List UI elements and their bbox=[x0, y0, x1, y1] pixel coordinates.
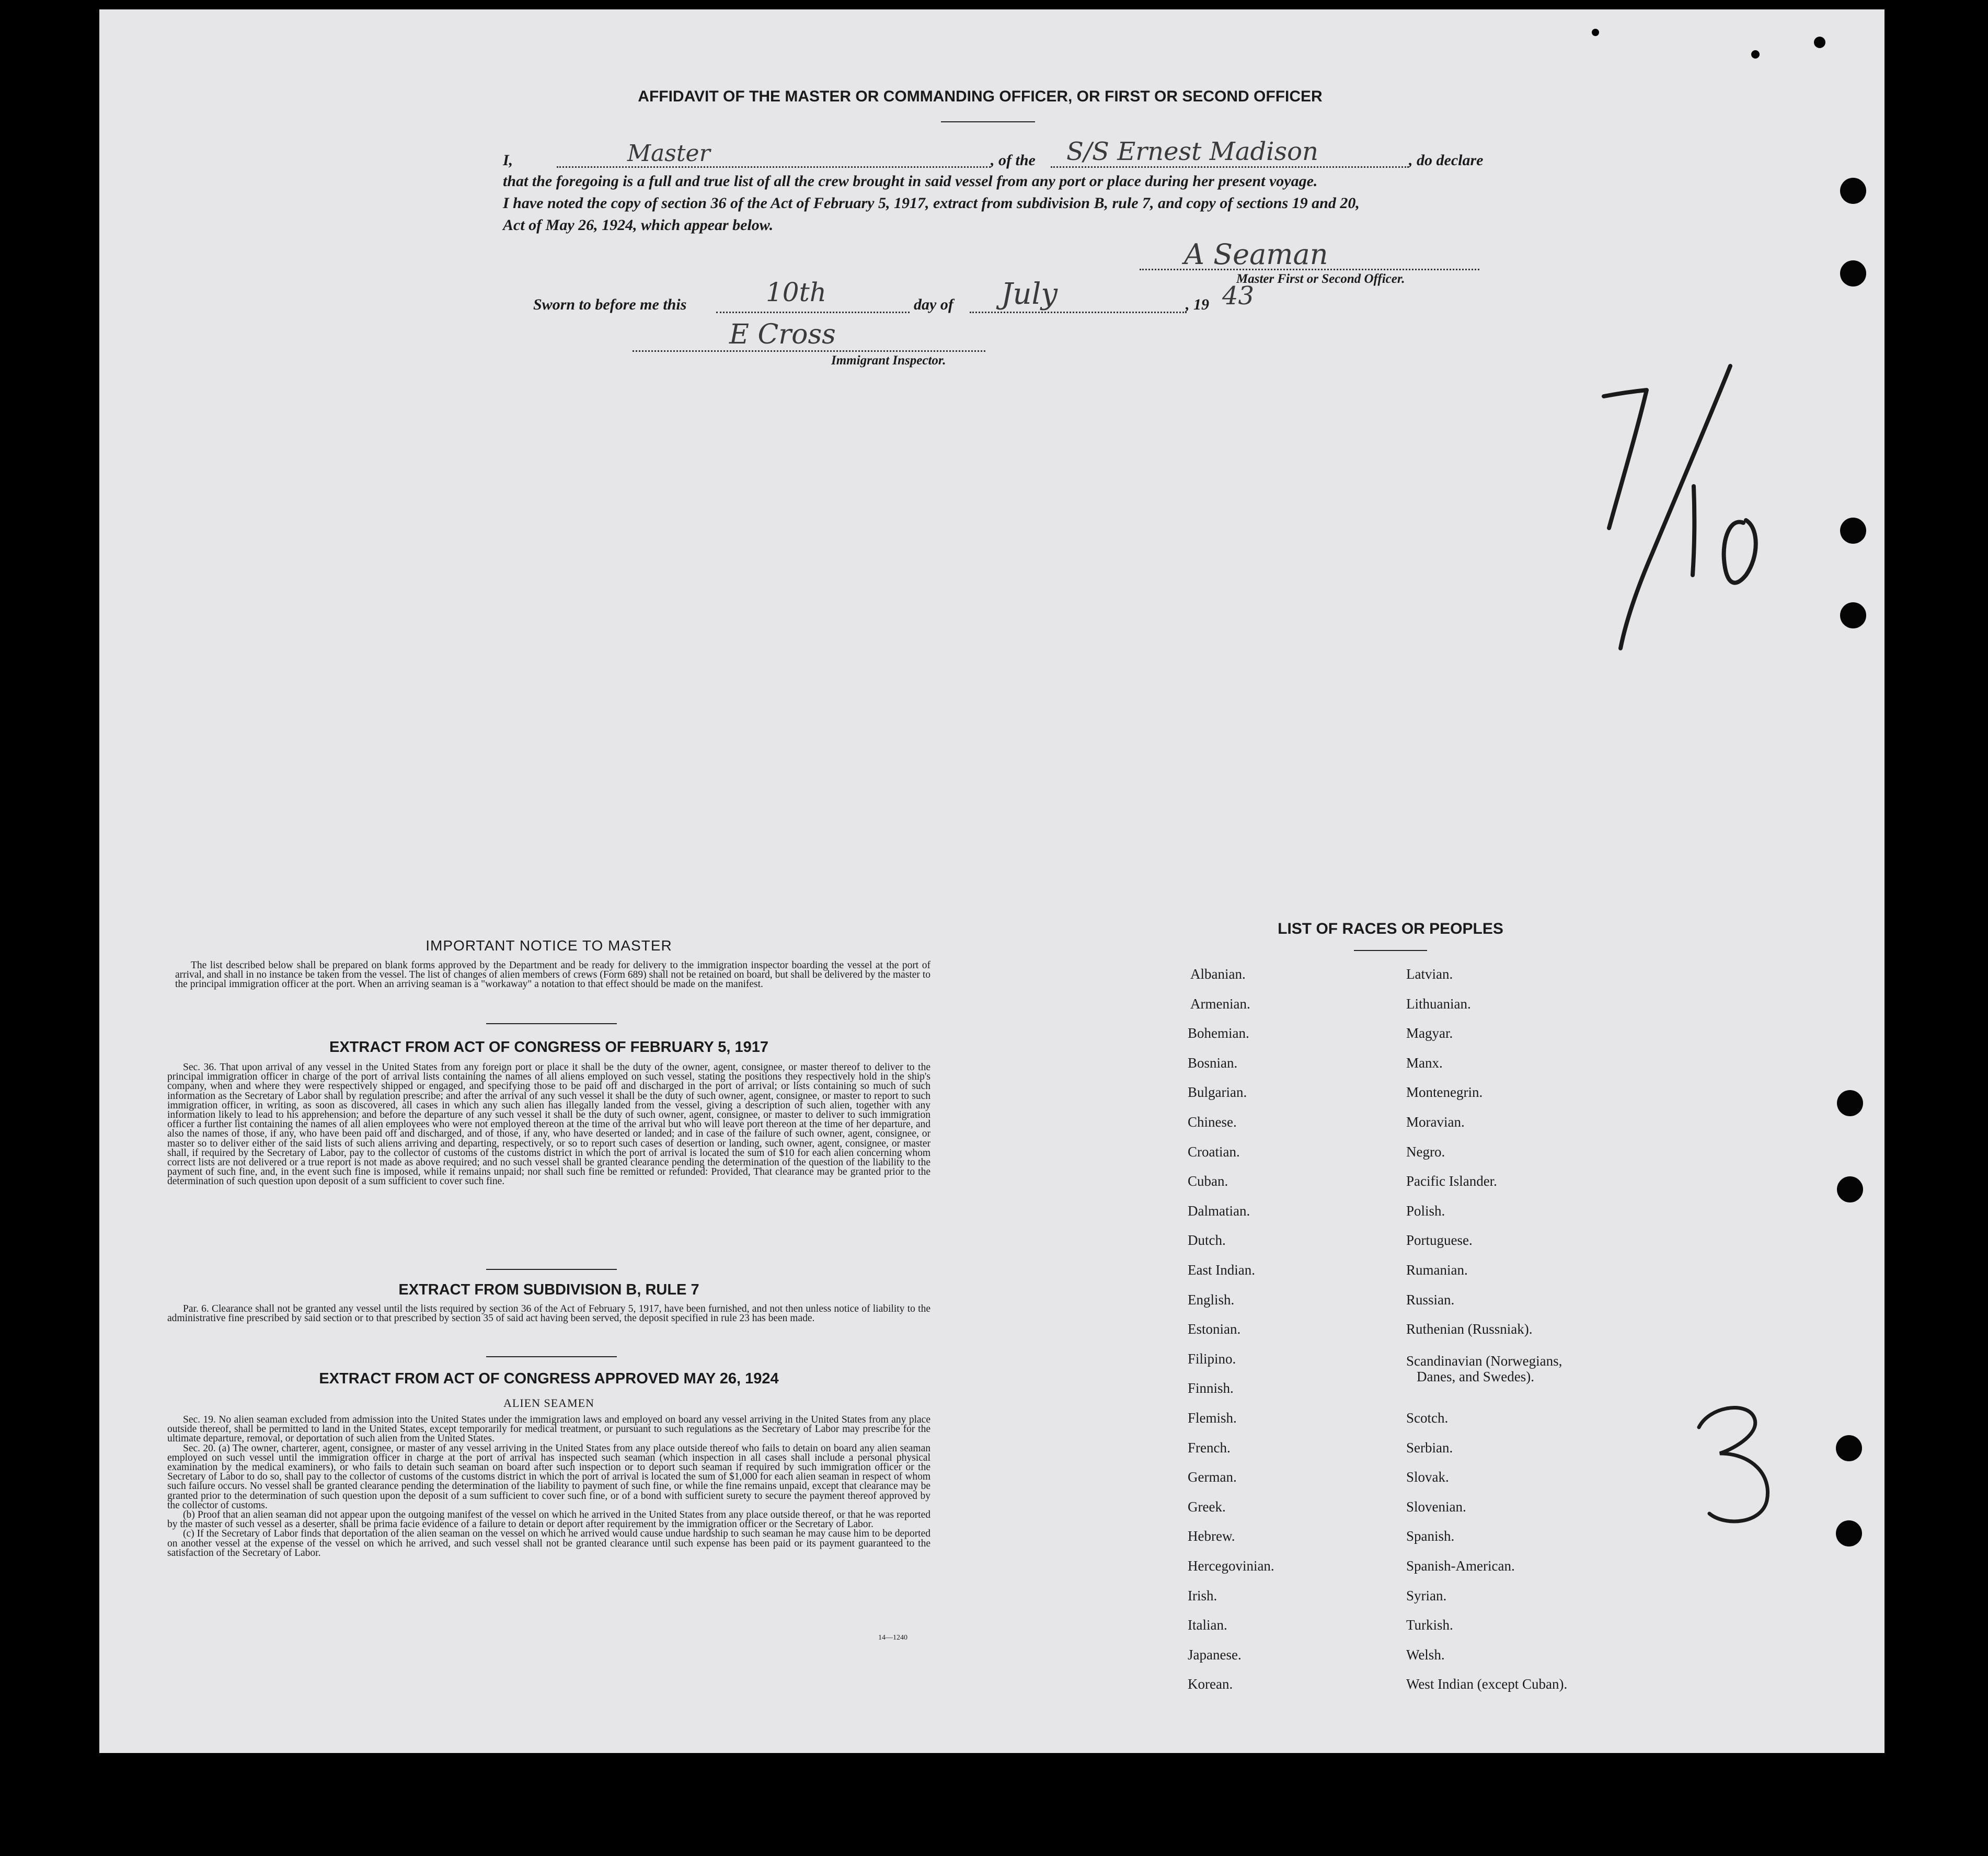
race-item: Slovak. bbox=[1406, 1469, 1449, 1485]
divider bbox=[486, 1356, 617, 1357]
race-item: Flemish. bbox=[1188, 1410, 1237, 1426]
subdivision-b-block bbox=[167, 1304, 930, 1323]
inspector-handwritten: E Cross bbox=[729, 319, 836, 350]
race-item: Welsh. bbox=[1406, 1646, 1445, 1663]
date-mark bbox=[1558, 356, 1809, 680]
race-item: Finnish. bbox=[1188, 1380, 1234, 1396]
race-item: Irish. bbox=[1188, 1587, 1217, 1603]
name-handwritten: Master bbox=[627, 140, 710, 167]
race-item: Bosnian. bbox=[1188, 1055, 1238, 1071]
extract-1924-block bbox=[167, 1415, 930, 1558]
sworn-label: Sworn to before me this bbox=[533, 296, 687, 313]
race-item: Bohemian. bbox=[1188, 1025, 1249, 1041]
race-item: Scotch. bbox=[1406, 1410, 1449, 1426]
race-item: Manx. bbox=[1406, 1055, 1443, 1071]
race-item: Croatian. bbox=[1188, 1143, 1240, 1160]
race-item: Filipino. bbox=[1188, 1350, 1236, 1367]
number-mark bbox=[1688, 1396, 1783, 1532]
race-item: Dalmatian. bbox=[1188, 1202, 1250, 1219]
signature-caption: Master First or Second Officer. bbox=[1236, 272, 1405, 286]
inspector-caption: Immigrant Inspector. bbox=[831, 353, 946, 368]
sec20c-text: (c) If the Secretary of Labor finds that deportation of the alien seaman on the vessel on which he arrived would cause undue hardship to such seaman he may cause him to be deported on another vessel at the expense of the vessel on which he arrived, and such vessel shall not be granted clearance until such expense has been paid or its payment guaranteed to the satisfaction of the Secretary of Labor. bbox=[167, 1528, 930, 1559]
race-item: Lithuanian. bbox=[1406, 995, 1471, 1012]
ink-speck bbox=[1814, 37, 1825, 48]
day-of-label: day of bbox=[914, 296, 953, 313]
race-item: Hercegovinian. bbox=[1188, 1558, 1274, 1574]
race-item: Hebrew. bbox=[1188, 1528, 1235, 1544]
race-item: Serbian. bbox=[1406, 1439, 1453, 1456]
inspector-line bbox=[633, 350, 985, 352]
race-item: East Indian. bbox=[1188, 1262, 1255, 1278]
race-item: Scandinavian (Norwegians, bbox=[1406, 1353, 1562, 1369]
punch-hole bbox=[1837, 1090, 1863, 1116]
notice-text-block bbox=[175, 961, 930, 990]
extract-1917-text: Sec. 36. That upon arrival of any vessel in the United States from any foreign port or place it shall be the duty of the owner, agent, consignee, or master thereof to deliver to the principal immigration officer in charge of the port of arrival lists containing the names of all aliens employed on such vessel, stating the positions they respectively hold in the ship's company, when and where they were respectively shipped or engaged, and specifying those to be paid off and discharged in the port of arrival; or lists containing so much of such information as the Secretary of Labor shall by regulation prescribe; and after the arrival of any such vessel it shall be the duty of such owner, agent, consignee, or master to report to such immigration officer, in writing, as soon as discovered, all cases in which any such alien has illegally landed from the vessel, giving a description of such alien, together with any information likely to lead to his apprehension; and before the departure of any such vessel it shall be the duty of such owner, agent, consignee, or master to deliver to such immigration officer a further list containing the names of all alien employees who were not employed thereon at the time of the arrival but who will leave port thereon at the time of her departure, and also the names of those, if any, who have been paid off and discharged, and of those, if any, who have deserted or landed; and in case of the failure of such owner, agent, consignee, or master so to deliver either of the said lists of such aliens arriving and departing, respectively, or so to report such cases of desertion or landing, such owner, agent, consignee, or master shall, if required by the Secretary of Labor, pay to the collector of customs of the customs district in which the port of arrival is located the sum of $10 for each alien concerning whom correct lists are not delivered or a true report is not made as above required; and no such vessel shall be granted clearance pending the determination of the question of the liability to the payment of such fine, and, in the event such fine is imposed, while it remains unpaid; nor shall such fine be remitted or refunded: Provided, That clearance may be granted prior to the determination of such question upon deposit of a sum sufficient to cover such fine. bbox=[167, 1062, 930, 1187]
punch-hole bbox=[1837, 1176, 1863, 1202]
race-item: Moravian. bbox=[1406, 1114, 1465, 1130]
name-line bbox=[557, 166, 991, 168]
ink-speck bbox=[1592, 29, 1599, 36]
year-prefix: , 19 bbox=[1186, 296, 1209, 313]
do-declare-label: , do declare bbox=[1409, 152, 1484, 169]
race-item: Negro. bbox=[1406, 1143, 1445, 1160]
year-handwritten: 43 bbox=[1222, 281, 1255, 311]
extract-1917-block bbox=[167, 1063, 930, 1187]
divider bbox=[486, 1023, 617, 1024]
race-item: English. bbox=[1188, 1291, 1235, 1308]
subdivision-b-text: Par. 6. Clearance shall not be granted any vessel until the lists required by section 36 of the Act of February 5, 1917, have been furnished, and not then unless notice of liability to the administrative fine prescribed by said section or to that prescribed by section 35 of said act having been served, the deposit specified in rule 23 has been made. bbox=[167, 1303, 930, 1324]
race-item: Greek. bbox=[1188, 1498, 1226, 1515]
extract-1924-subtitle: ALIEN SEAMEN bbox=[503, 1396, 594, 1410]
race-item: Magyar. bbox=[1406, 1025, 1453, 1041]
race-item: Portuguese. bbox=[1406, 1232, 1473, 1248]
race-item: West Indian (except Cuban). bbox=[1406, 1676, 1568, 1692]
race-item: Syrian. bbox=[1406, 1587, 1447, 1603]
race-item: Ruthenian (Russniak). bbox=[1406, 1321, 1533, 1337]
race-item: Cuban. bbox=[1188, 1173, 1228, 1189]
race-item: Estonian. bbox=[1188, 1321, 1241, 1337]
day-line bbox=[716, 312, 910, 313]
race-item: Slovenian. bbox=[1406, 1498, 1466, 1515]
race-item: Japanese. bbox=[1188, 1646, 1242, 1663]
form-number: 14—1240 bbox=[878, 1634, 907, 1642]
race-item: Armenian. bbox=[1190, 995, 1250, 1012]
vessel-handwritten: S/S Ernest Madison bbox=[1066, 137, 1318, 166]
date-mark-strokes bbox=[1558, 356, 1809, 680]
punch-hole bbox=[1840, 518, 1866, 544]
signature-handwritten: A Seaman bbox=[1184, 238, 1328, 271]
race-item: Rumanian. bbox=[1406, 1262, 1468, 1278]
sec19-text: Sec. 19. No alien seaman excluded from admission into the United States under the immigration laws and employed on board any vessel arriving in the United States from any place outside thereof, shall be permitted to land in the United States, except temporarily for medical treatment, or pursuant to such regulations as the Secretary of Labor may prescribe for the ultimate departure, removal, or deportation of such alien from the United States. bbox=[167, 1414, 930, 1445]
race-item: Italian. bbox=[1188, 1617, 1227, 1633]
punch-hole bbox=[1836, 1520, 1862, 1546]
divider bbox=[1354, 950, 1427, 951]
number-mark-strokes bbox=[1688, 1396, 1783, 1532]
race-item: Danes, and Swedes). bbox=[1417, 1368, 1534, 1384]
of-the-label: , of the bbox=[991, 152, 1036, 169]
race-item: Pacific Islander. bbox=[1406, 1173, 1497, 1189]
extract-1924-title: EXTRACT FROM ACT OF CONGRESS APPROVED MAY 26, 1924 bbox=[319, 1370, 779, 1387]
punch-hole bbox=[1836, 1435, 1862, 1461]
race-item: French. bbox=[1188, 1439, 1231, 1456]
day-handwritten: 10th bbox=[766, 277, 826, 307]
race-item: German. bbox=[1188, 1469, 1237, 1485]
race-item: Korean. bbox=[1188, 1676, 1233, 1692]
race-item: Dutch. bbox=[1188, 1232, 1226, 1248]
affidavit-line-4: Act of May 26, 1924, which appear below. bbox=[503, 216, 774, 234]
affidavit-line-3: I have noted the copy of section 36 of the Act of February 5, 1917, extract from subdivision B, rule 7, and copy of sections 19 and 20, bbox=[503, 194, 1360, 212]
ink-speck bbox=[1751, 50, 1760, 59]
subdivision-b-title: EXTRACT FROM SUBDIVISION B, RULE 7 bbox=[398, 1281, 699, 1298]
affidavit-title: AFFIDAVIT OF THE MASTER OR COMMANDING OFFICER, OR FIRST OR SECOND OFFICER bbox=[638, 88, 1323, 105]
month-handwritten: July bbox=[1001, 277, 1058, 311]
extract-1917-title: EXTRACT FROM ACT OF CONGRESS OF FEBRUARY 5, 1917 bbox=[329, 1039, 769, 1056]
race-item: Albanian. bbox=[1190, 966, 1246, 982]
notice-text: The list described below shall be prepared on blank forms approved by the Department and be ready for delivery to the immigration inspector boarding the vessel at the port of arrival, and shall in no instance be taken from the vessel. The list of changes of alien members of crews (Form 689) shall not be retained on board, but shall be delivered by the master to the principal immigration officer at the port. When an arriving seaman is a "workaway" a notation to that effect should be made on the manifest. bbox=[175, 960, 930, 990]
race-item: Latvian. bbox=[1406, 966, 1453, 982]
vessel-line bbox=[1051, 166, 1409, 168]
race-item: Turkish. bbox=[1406, 1617, 1453, 1633]
notice-title: IMPORTANT NOTICE TO MASTER bbox=[426, 937, 672, 954]
race-item: Bulgarian. bbox=[1188, 1084, 1247, 1101]
affidavit-i-label: I, bbox=[503, 152, 513, 169]
race-item: Spanish-American. bbox=[1406, 1558, 1515, 1574]
divider bbox=[941, 121, 1035, 122]
race-item: Spanish. bbox=[1406, 1528, 1455, 1544]
divider bbox=[486, 1269, 617, 1270]
affidavit-line-2: that the foregoing is a full and true list of all the crew brought in said vessel from any port or place during her present voyage. bbox=[503, 173, 1318, 190]
race-item: Russian. bbox=[1406, 1291, 1455, 1308]
month-line bbox=[970, 312, 1187, 313]
punch-hole bbox=[1840, 602, 1866, 628]
race-item: Polish. bbox=[1406, 1202, 1445, 1219]
race-item: Montenegrin. bbox=[1406, 1084, 1483, 1101]
sec20b-text: (b) Proof that an alien seaman did not appear upon the outgoing manifest of the vessel on which he arrived in the United States from any place outside thereof, or that he was reported by the master of such vessel as a deserter, shall be prima facie evidence of a failure to detain or deport after requirement by the immigration officer or the Secretary of Labor. bbox=[167, 1509, 930, 1530]
race-item: Chinese. bbox=[1188, 1114, 1237, 1130]
sec20a-text: Sec. 20. (a) The owner, charterer, agent, consignee, or master of any vessel arriving in the United States from any place outside thereof who fails to detain on board any alien seaman employed on such vessel until the immigration officer in charge at the port of arrival has inspected such seaman (which inspection in all cases shall include a personal physical examination by the medical examiners), or who fails to detain such seaman on board after such inspection or to deport such seaman if required by such immigration officer or the Secretary of Labor to do so, shall pay to the collector of customs of the customs district in which the port of arrival is located the sum of $1,000 for each alien seaman in respect of whom such failure occurs. No vessel shall be granted clearance pending the determination of the liability to payment of such fine, or while the fine remains unpaid, except that clearance may be granted prior to the determination of such question upon the deposit of a sum sufficient to cover such fine, or of a bond with sufficient surety to secure the payment thereof approved by the collector of customs. bbox=[167, 1442, 930, 1511]
punch-hole bbox=[1840, 178, 1866, 204]
races-title: LIST OF RACES OR PEOPLES bbox=[1278, 920, 1503, 937]
punch-hole bbox=[1840, 260, 1866, 287]
